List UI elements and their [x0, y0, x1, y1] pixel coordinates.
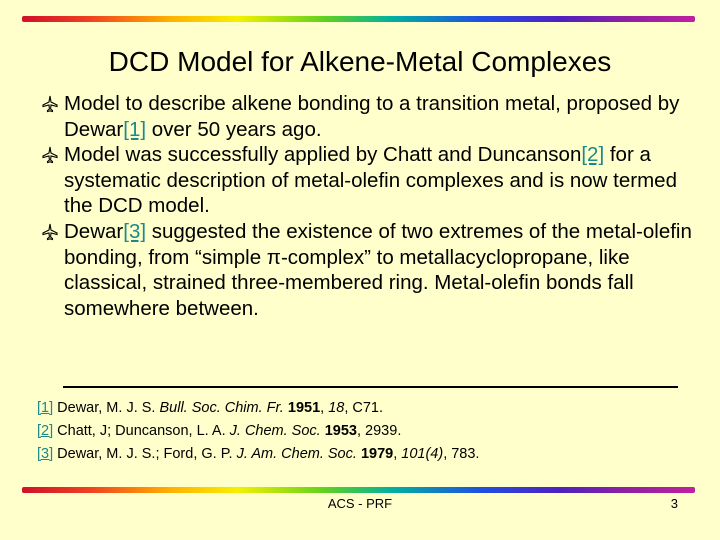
bold-text: 1951 [287, 400, 321, 416]
italic-text: J. Chem. Soc. [229, 423, 321, 439]
bottom-rainbow-divider [22, 487, 695, 493]
bullet-text [64, 220, 692, 320]
bullet-item [40, 219, 700, 321]
reference-link[interactable]: [3] [37, 446, 54, 462]
reference-entry [37, 397, 697, 420]
reference-link[interactable]: [2] [581, 143, 605, 167]
reference-link[interactable]: [1] [37, 400, 54, 416]
bullet-list [40, 91, 700, 321]
reference-entry [37, 443, 697, 466]
text-run: Dewar [64, 219, 124, 243]
bullet-text [64, 143, 677, 217]
reference-link[interactable]: [3] [123, 219, 147, 243]
references-list [37, 397, 697, 466]
slide-title: DCD Model for Alkene-Metal Complexes [108, 46, 612, 77]
text-run: Chatt, J; Duncanson, L. A. [53, 423, 230, 439]
bullet-item [40, 142, 700, 219]
bold-text: 1953 [324, 423, 357, 439]
reference-entry [37, 420, 697, 443]
top-rainbow-divider [22, 16, 695, 22]
bullet-item [40, 91, 700, 142]
text-run: , [393, 446, 402, 462]
references-divider [63, 386, 678, 388]
bullet-text [64, 92, 679, 141]
airplane-icon [40, 222, 60, 242]
reference-link[interactable]: [1] [123, 117, 147, 141]
text-run: , [320, 400, 329, 416]
text-run: Model to describe alkene bonding to a transition metal, proposed by Dewar [64, 92, 680, 141]
text-run: , 783. [443, 446, 480, 462]
italic-text: 101(4) [401, 446, 444, 462]
text-run: suggested the existence of two extremes of the metal-olefin bonding, from “simple π-complex” to metallacyclopropane, like classical, strained three-membered ring. Metal-olefin bonds fall somewhere between. [64, 219, 692, 320]
text-run: , C71. [344, 400, 384, 416]
text-run: for a systematic description of metal-olefin complexes and is now termed the DCD model. [64, 143, 677, 218]
italic-text: Bull. Soc. Chim. Fr. [159, 400, 284, 416]
page-number: 3 [670, 496, 678, 511]
bold-text: 1979 [360, 446, 394, 462]
text-run: over 50 years ago. [146, 117, 322, 141]
italic-text: J. Am. Chem. Soc. [236, 446, 357, 462]
airplane-icon [40, 145, 60, 165]
text-run: Dewar, M. J. S. [53, 400, 160, 416]
footer-label: ACS - PRF [327, 496, 393, 511]
italic-text: 18 [328, 400, 345, 416]
airplane-icon [40, 94, 60, 114]
text-run: Model was successfully applied by Chatt and Duncanson [64, 143, 582, 167]
text-run: , 2939. [357, 423, 402, 439]
reference-link[interactable]: [2] [37, 423, 54, 439]
text-run: Dewar, M. J. S.; Ford, G. P. [53, 446, 237, 462]
